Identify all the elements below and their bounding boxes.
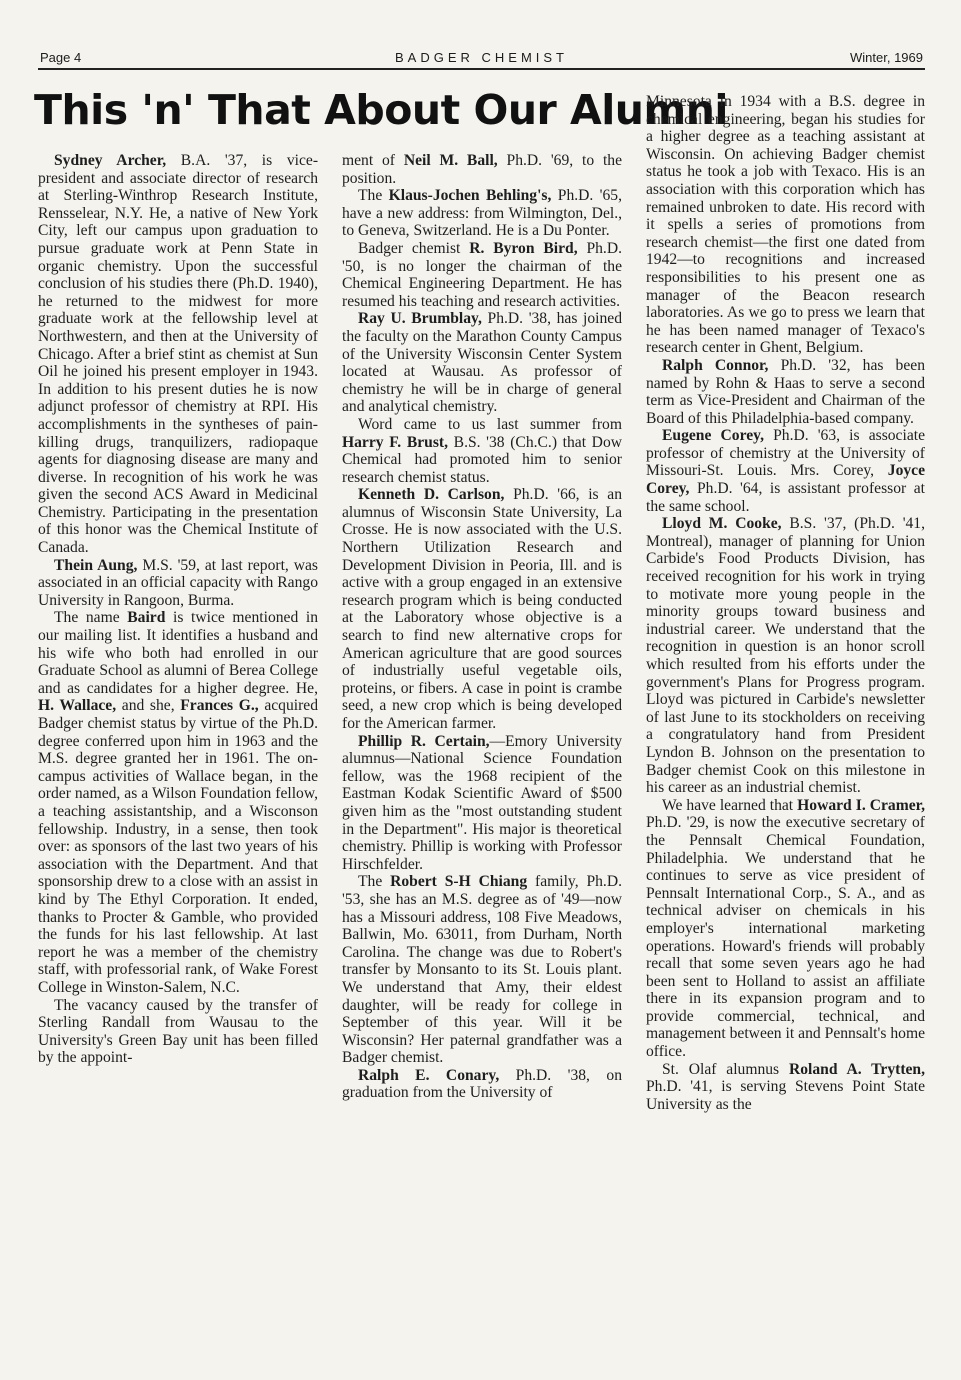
paragraph (342, 187, 622, 240)
paragraph-text: Ph.D. '38, has joined the faculty on the Marathon County Campus of the University Wisconsin Center System located at Wausau. As professor of chemistry he will be in charge of general and analytical chemistry. (342, 310, 623, 416)
paragraph-text: B.A. '37, is vice-president and associate director of research at Sterling-Winthrop Research Institute, Rensselear, N.Y. He, a native of New York City, left our campus upon graduation to pursue graduate work at Penn State in organic chemistry. Upon the successful conclusion of his studies there (Ph.D. 1940), he returned to the midwest for more graduate work at the fellowship level at Northwestern, and then at the University of Chicago. After a brief stint as chemist at Sun Oil he joined his present employer in 1943. In addition to his present duties he is now adjunct professor of chemistry at RPI. His accomplishments in the syntheses of pain-killing drugs, tranquilizers, radiopaque agents for diagnosing disease are many and diverse. In recognition of his work he was given the second ACS Award in Medicinal Chemistry. Participating in the presentation of this honor was the Chemical Institute of Canada. (38, 152, 319, 557)
paragraph-text: We have learned that (662, 796, 798, 814)
text-column-1 (38, 152, 318, 1067)
paragraph-text: ment of (342, 152, 404, 169)
paragraph-text: Ph.D. '41, is serving Stevens Point State University as the (646, 1078, 925, 1113)
alumnus-name: Thein Aung, (54, 556, 138, 574)
paragraph (342, 873, 622, 1067)
alumnus-name: Phillip R. Certain, (358, 732, 490, 750)
alumnus-name: Roland A. Trytten, (788, 1060, 926, 1078)
issue-date: Winter, 1969 (850, 50, 923, 65)
paragraph (342, 310, 622, 416)
alumnus-name: Howard I. Cramer, (797, 796, 926, 814)
paragraph-text: and she, (116, 697, 181, 715)
alumnus-name: R. Byron Bird, (469, 239, 578, 257)
paragraph (342, 486, 622, 732)
article-title: This 'n' That About Our Alumni (34, 86, 728, 134)
paragraph-text: The (358, 187, 389, 205)
alumnus-name: Ralph E. Conary, (358, 1066, 500, 1084)
paragraph-text: Ph.D. '69, to the position. (342, 152, 623, 187)
page-number: Page 4 (40, 50, 82, 65)
text-column-2 (342, 152, 622, 1102)
paragraph (342, 152, 622, 187)
alumnus-name: Joyce Corey, (646, 462, 925, 498)
paragraph-text: B.S. '37, (Ph.D. '41, Montreal), manager of planning for Union Carbide's Food Products Division, has received recognition for his work in trying to motivate more young people in the minority groups toward business and industrial career. We understand that the recognition in question is an honor scroll which resulted from his efforts under the government's Plans for Progress program. Lloyd was pictured in Carbide's newsletter of last June to its stockholders on receiving a congratulatory hand from President Lyndon B. Johnson on the presentation to Badger chemist Cook on this milestone in his career as an industrial chemist. (646, 515, 925, 797)
paragraph-text: acquired Badger chemist status by virtue of the Ph.D. degree conferred upon him in 1963 and the M.S. degree granted her in 1961. The on-campus activities of Wallace began, in the order named, as a Wilson Foundation fellow, a teaching assistantship, and a Wisconson fellowship. Industry, in a sense, then took over: as sponsors of the last two years of his association with the Department. And that sponsorship drew to a close with an assist in kind by The Ethyl Corporation. It ended, thanks to Procter & Gamble, who provided the funds for his last fellowship. At last report he was a member of the chemistry staff, with professorial rank, of Wake Forest College in Winston-Salem, N.C. (38, 697, 318, 996)
alumnus-name: Ray U. Brumblay, (358, 310, 482, 328)
alumnus-name: Sydney Archer, (54, 152, 167, 169)
alumnus-name: Ralph Connor, (662, 356, 769, 374)
paragraph-text: Minnesota in 1934 with a B.S. degree in chemical engineering, began his studies for a higher degree as a teaching assistant at Wisconsin. On achieving Badger chemist status he took a job with Texaco. His is an association with this corporation which has remained unbroken to date. His record with it spells a series of promotions from research chemist—the first one dated from 1942—to recognitions and increased responsibilities to his present one as manager of the Beacon research laboratories. As we go to press we learn that he has been named manager of Texaco's research center in Ghent, Belgium. (646, 93, 925, 357)
paragraph-text: Ph.D. '29, is now the executive secretary of the Pennsalt Chemical Foundation, Philadelphia. We understand that he continues to serve as vice president of Pennsalt International Corp., S. A., and as technical adviser on chemicals in his employer's international marketing operations. Howard's friends will probably recall that some seven years ago he had been sent to Holland to assist an affiliate there in its expansion program and to provide commercial, technical, and management between it and Pennsalt's home office. (646, 814, 925, 1061)
paragraph-text: B.S. '38 (Ch.C.) that Dow Chemical had promoted him to senior research chemist status. (342, 433, 623, 486)
paragraph (646, 93, 925, 357)
paragraph-text: is twice mentioned in our mailing list. It identifies a husband and his wife who both had enrolled in our Graduate School as alumni of Berea College and as candidates for a higher degree. He, (38, 609, 319, 697)
paragraph (646, 515, 925, 797)
paragraph-text: The name (54, 609, 128, 627)
paragraph (646, 357, 925, 427)
text-column-3 (646, 93, 925, 1113)
paragraph-text: Word came to us last summer from (358, 415, 622, 433)
alumnus-name: Klaus-Jochen Behling's, (388, 187, 552, 205)
paragraph-text: St. Olaf alumnus (662, 1060, 789, 1078)
paragraph (38, 152, 318, 557)
paragraph (38, 997, 318, 1067)
paragraph-text: Ph.D. '50, is no longer the chairman of the Chemical Engineering Department. He has resumed his teaching and research activities. (342, 239, 622, 310)
alumnus-name: Baird (127, 609, 166, 627)
paragraph (38, 609, 318, 996)
paragraph-text: —Emory University alumnus—National Science Foundation fellow, was the 1968 recipient of the Eastman Kodak Scientific Award of $500 given him as the "most outstanding student in the Department". His major is theoretical chemistry. Phillip is working with Professor Hirschfelder. (342, 732, 623, 873)
alumnus-name: Kenneth D. Carlson, (358, 486, 505, 504)
paragraph (342, 1067, 622, 1102)
paragraph-text: Ph.D. '66, is an alumnus of Wisconsin State University, La Crosse. He is now associated with the U.S. Northern Utilization Research and Development Division in Peoria, Ill. and is active with a group engaged in an extensive research program which is being conducted at the Laboratory whose objective is a search to find new alternative crops for American agriculture that are good sources of industrially useful vegetable oils, proteins, or fibers. A case in point is crambe seed, a new crop which is being developed for the American farmer. (342, 486, 623, 732)
alumnus-name: Eugene Corey, (662, 427, 764, 445)
alumnus-name: Robert S-H Chiang (390, 873, 528, 891)
paragraph (38, 557, 318, 610)
alumnus-name: Harry F. Brust, (342, 433, 449, 451)
paragraph (646, 427, 925, 515)
paragraph-text: Ph.D. '64, is assistant professor at the same school. (646, 480, 925, 515)
paragraph-text: The (358, 873, 391, 891)
alumnus-name: Lloyd M. Cooke, (662, 515, 782, 533)
alumnus-name: Neil M. Ball, (403, 152, 498, 169)
paragraph-text: family, Ph.D. '53, she has an M.S. degree as of '49—now has a Missouri address, 108 Five Meadows, Ballwin, Mo. 63011, from Durham, North Carolina. The change was due to Robert's transfer by Monsanto to its St. Louis plant. We understand that Amy, their eldest daughter, will be ready for college in September of this year. Will it be Wisconsin? Her paternal grandfather was a Badger chemist. (342, 873, 622, 1067)
paragraph (646, 797, 925, 1061)
paragraph-text: The vacancy caused by the transfer of Sterling Randall from Wausau to the University's Green Bay unit has been filled by the appoint- (38, 996, 318, 1067)
publication-name: BADGER CHEMIST (394, 50, 568, 65)
paragraph (342, 733, 622, 874)
paragraph-text: Ph.D. '63, is associate professor of chemistry at the University of Missouri-St. Louis. Mrs. Corey, (646, 427, 925, 480)
paragraph-text: M.S. '59, at last report, was associated in an official capacity with Rango University in Rangoon, Burma. (38, 556, 318, 609)
paragraph (342, 240, 622, 310)
alumnus-name: H. Wallace, (38, 697, 117, 715)
page-header (38, 48, 925, 70)
paragraph (646, 1061, 925, 1114)
paragraph-text: Ph.D. '32, has been named by Rohn & Haas to serve a second term as Vice-President and Chairman of the Board of this Philadelphia-based company. (646, 356, 925, 427)
alumnus-name: Frances G., (180, 697, 259, 715)
paragraph-text: Badger chemist (358, 239, 470, 257)
paragraph-text: Ph.D. '38, on graduation from the University of (342, 1066, 622, 1102)
paragraph-text: Ph.D. '65, have a new address: from Wilmington, Del., to Geneva, Switzerland. He is a Du Ponter. (342, 187, 622, 240)
paragraph (342, 416, 622, 486)
